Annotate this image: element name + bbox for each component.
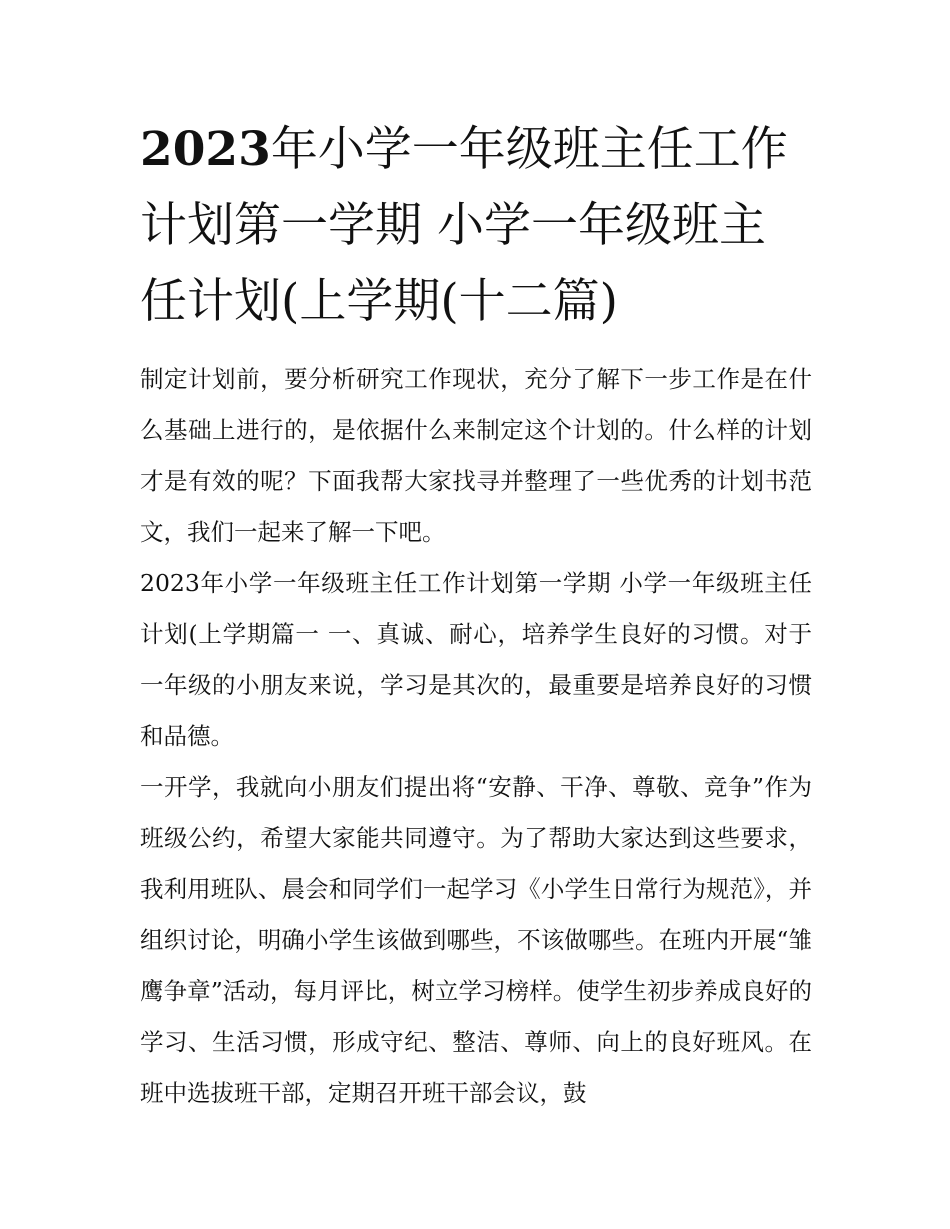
document-title <box>140 112 812 340</box>
paragraph-intro: 制定计划前，要分析研究工作现状，充分了解下一步工作是在什么基础上进行的，是依据什么来制定这个计划的。什么样的计划才是有效的呢？下面我帮大家找寻并整理了一些优秀的计划书范文，我们一起来了解一下吧。 <box>140 365 812 546</box>
document-page <box>140 112 812 1119</box>
paragraph-class-rules: 一开学，我就向小朋友们提出将“安静、干净、尊敬、竞争”作为班级公约，希望大家能共同遵守。为了帮助大家达到这些要求，我利用班队、晨会和同学们一起学习《小学生日常行为规范》，并组织讨论，明确小学生该做到哪些，不该做哪些。在班内开展“雏鹰争章”活动，每月评比，树立学习榜样。使学生初步养成良好的学习、生活习惯，形成守纪、整洁、尊师、向上的良好班风。在班中选拔班干部，定期召开班干部会议，鼓 <box>140 773 812 1107</box>
document-body <box>140 354 812 1119</box>
title-text: 年小学一年级班主任工作计划第一学期 小学一年级班主任计划(上学期(十二篇) <box>140 122 788 329</box>
paragraph-section-one: 2023年小学一年级班主任工作计划第一学期 小学一年级班主任计划(上学期篇一 一、真诚、耐心，培养学生良好的习惯。对于一年级的小朋友来说，学习是其次的，最重要是培养良好的习惯和品德。 <box>140 569 812 750</box>
title-year: 2023 <box>140 122 271 177</box>
